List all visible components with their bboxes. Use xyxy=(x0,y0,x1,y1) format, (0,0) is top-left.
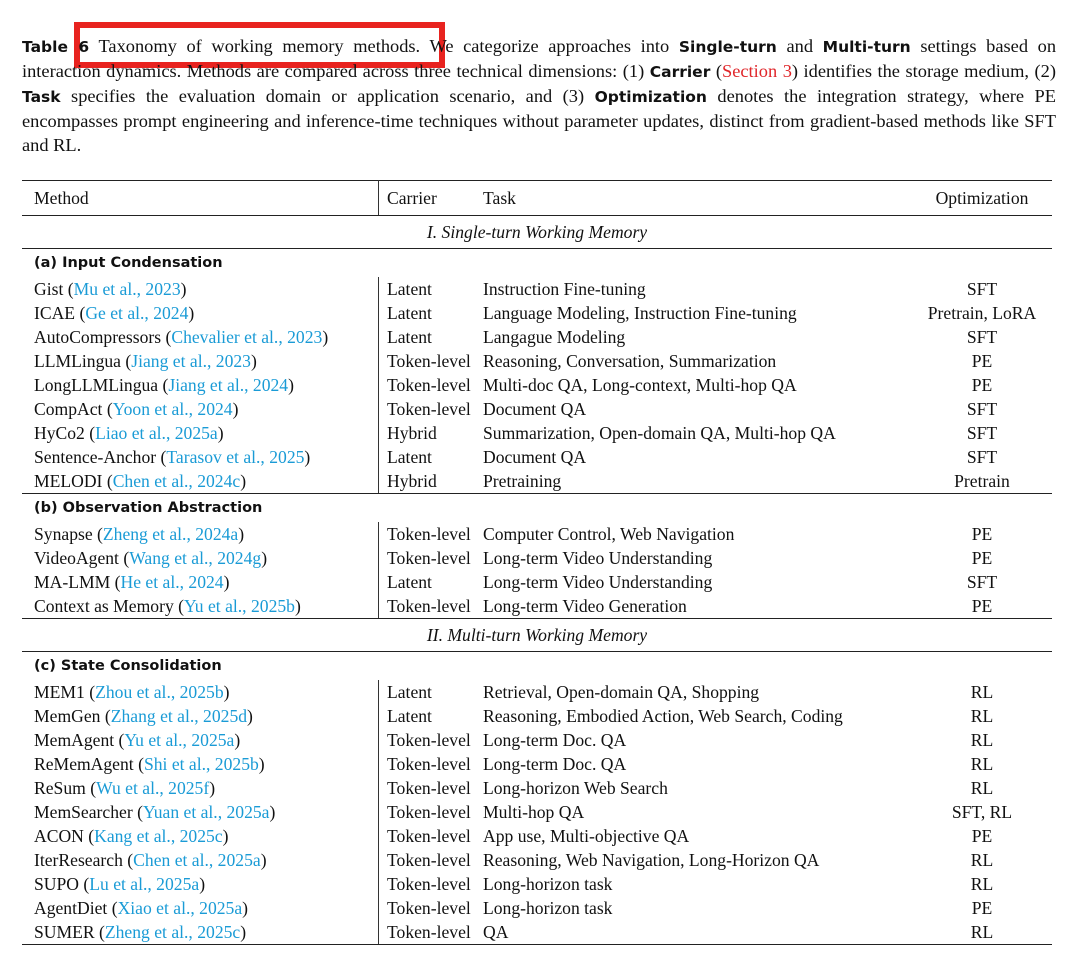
optimization-cell: Pretrain xyxy=(912,469,1052,494)
caption-task: Task xyxy=(22,88,61,106)
caption-carrier: Carrier xyxy=(649,63,711,81)
paren-open: ( xyxy=(110,572,121,592)
method-cell xyxy=(22,704,379,728)
method-cell xyxy=(22,896,379,920)
caption-text: ) identifies the storage medium, (2) xyxy=(791,61,1056,81)
task-cell: Reasoning, Embodied Action, Web Search, Coding xyxy=(483,706,843,726)
citation-link[interactable]: Wu et al., 2025f xyxy=(96,778,210,798)
paren-open: ( xyxy=(75,303,86,323)
carrier-cell: Token-level xyxy=(387,754,471,774)
task-cell: Long-term Video Understanding xyxy=(483,572,713,592)
table-row xyxy=(22,872,1052,896)
optimization-cell: RL xyxy=(970,778,994,798)
method-name: HyCo2 xyxy=(34,423,85,443)
optimization-cell: RL xyxy=(970,706,994,726)
table-row xyxy=(22,800,1052,824)
task-cell: Long-term Doc. QA xyxy=(483,730,627,750)
carrier-cell: Latent xyxy=(387,447,432,467)
citation-link[interactable]: Zhang et al., 2025d xyxy=(110,706,248,726)
method-name: ReMemAgent xyxy=(34,754,134,774)
taxonomy-table xyxy=(22,180,1052,945)
citation-link[interactable]: Zheng et al., 2024a xyxy=(102,524,239,544)
task-cell: Document QA xyxy=(483,399,587,419)
caption-text: settings based on interaction dynamics. Methods are compared across three technical dimensions: (1) xyxy=(22,36,1057,81)
table-caption xyxy=(22,34,1056,157)
table-row xyxy=(22,373,1052,397)
method-cell xyxy=(22,277,379,301)
carrier-cell: Token-level xyxy=(387,399,471,419)
header-carrier: Carrier xyxy=(379,181,484,216)
caption-optimization: Optimization xyxy=(594,88,707,106)
section-title: II. Multi-turn Working Memory xyxy=(22,619,1052,652)
table-row xyxy=(22,570,1052,594)
method-cell xyxy=(22,373,379,397)
optimization-cell: RL xyxy=(970,730,994,750)
table-row xyxy=(22,445,1052,469)
section-title: I. Single-turn Working Memory xyxy=(22,216,1052,249)
optimization-cell: RL xyxy=(912,920,1052,945)
section-header-row xyxy=(22,619,1052,652)
citation-link[interactable]: Tarasov et al., 2025 xyxy=(166,447,305,467)
table-header-row xyxy=(22,181,1052,216)
table-row xyxy=(22,594,1052,619)
caption-text: We categorize approaches into xyxy=(420,36,679,56)
citation-link[interactable]: Lu et al., 2025a xyxy=(89,874,200,894)
table-row xyxy=(22,469,1052,494)
optimization-cell: RL xyxy=(970,850,994,870)
carrier-cell: Token-level xyxy=(387,826,471,846)
carrier-cell: Latent xyxy=(387,279,432,299)
optimization-cell: PE xyxy=(971,524,993,544)
citation-link[interactable]: Zhou et al., 2025b xyxy=(95,682,224,702)
method-name: MELODI xyxy=(34,471,103,491)
method-cell xyxy=(22,301,379,325)
carrier-cell: Latent xyxy=(387,682,432,702)
optimization-cell: RL xyxy=(970,754,994,774)
optimization-cell: SFT xyxy=(966,447,998,467)
paren-close: ) xyxy=(232,399,239,419)
table-row xyxy=(22,301,1052,325)
optimization-cell: PE xyxy=(971,375,993,395)
citation-link[interactable]: Chen et al., 2024c xyxy=(112,471,241,491)
method-name: LLMLingua xyxy=(34,351,121,371)
paren-close: ) xyxy=(261,548,268,568)
paren-close: ) xyxy=(217,423,224,443)
table-row xyxy=(22,896,1052,920)
paren-open: ( xyxy=(107,898,118,918)
carrier-cell: Latent xyxy=(387,572,432,592)
task-cell: App use, Multi-objective QA xyxy=(483,826,690,846)
optimization-cell: SFT xyxy=(966,399,998,419)
table-row xyxy=(22,920,1052,945)
method-cell xyxy=(22,848,379,872)
task-cell: Long-term Video Generation xyxy=(483,594,912,619)
method-cell xyxy=(22,776,379,800)
caption-text: and xyxy=(776,36,823,56)
citation-link[interactable]: Kang et al., 2025c xyxy=(94,826,223,846)
method-name: MemSearcher xyxy=(34,802,133,822)
task-cell: Long-horizon Web Search xyxy=(483,778,668,798)
carrier-cell: Token-level xyxy=(379,920,484,945)
table-row xyxy=(22,349,1052,373)
method-cell xyxy=(22,920,379,945)
paren-close: ) xyxy=(199,874,206,894)
carrier-cell: Token-level xyxy=(387,524,471,544)
paren-open: ( xyxy=(161,327,172,347)
paren-open: ( xyxy=(173,596,185,616)
optimization-cell: Pretrain, LoRA xyxy=(927,303,1037,323)
paren-open: ( xyxy=(156,447,167,467)
method-name: IterResearch xyxy=(34,850,123,870)
paren-close: ) xyxy=(180,279,187,299)
header-task: Task xyxy=(483,181,912,216)
citation-link[interactable]: Yuan et al., 2025a xyxy=(142,802,270,822)
method-cell xyxy=(22,570,379,594)
method-name: AutoCompressors xyxy=(34,327,162,347)
header-optimization: Optimization xyxy=(912,181,1052,216)
citation-link[interactable]: Yu et al., 2025a xyxy=(124,730,235,750)
method-cell xyxy=(22,469,379,494)
paren-close: ) xyxy=(258,754,265,774)
method-cell xyxy=(22,397,379,421)
table-row xyxy=(22,776,1052,800)
table-row xyxy=(22,728,1052,752)
method-name: ACON xyxy=(34,826,84,846)
citation-link[interactable]: Chen et al., 2025a xyxy=(133,850,261,870)
citation-link[interactable]: Mu et al., 2023 xyxy=(73,279,181,299)
paren-open: ( xyxy=(120,351,132,371)
paren-open: ( xyxy=(122,850,134,870)
method-name: SUMER xyxy=(34,922,95,942)
method-cell xyxy=(22,421,379,445)
paren-close: ) xyxy=(269,802,276,822)
optimization-cell: PE xyxy=(971,826,993,846)
paren-open: ( xyxy=(158,375,169,395)
paren-close: ) xyxy=(260,850,267,870)
paren-close: ) xyxy=(240,922,247,942)
carrier-cell: Token-level xyxy=(387,778,471,798)
paren-close: ) xyxy=(238,524,245,544)
table-row xyxy=(22,277,1052,301)
caption-multi-turn: Multi-turn xyxy=(822,38,911,56)
carrier-cell: Token-level xyxy=(387,351,471,371)
task-cell: Retrieval, Open-domain QA, Shopping xyxy=(483,682,760,702)
header-method: Method xyxy=(22,181,379,216)
citation-link[interactable]: Yu et al., 2025b xyxy=(184,596,295,616)
paren-close: ) xyxy=(223,572,230,592)
carrier-cell: Latent xyxy=(387,706,432,726)
carrier-cell: Token-level xyxy=(387,730,471,750)
method-name: SUPO xyxy=(34,874,79,894)
carrier-cell: Latent xyxy=(387,327,432,347)
citation-link[interactable]: Liao et al., 2025a xyxy=(95,423,218,443)
paren-close: ) xyxy=(240,471,247,491)
method-cell xyxy=(22,872,379,896)
method-cell xyxy=(22,680,379,704)
caption-text: ( xyxy=(710,61,722,81)
citation-link[interactable]: Shi et al., 2025b xyxy=(143,754,259,774)
paren-close: ) xyxy=(294,596,301,616)
optimization-cell: SFT xyxy=(966,423,998,443)
carrier-cell: Token-level xyxy=(387,802,471,822)
carrier-cell: Token-level xyxy=(379,594,484,619)
method-cell xyxy=(22,325,379,349)
citation-link[interactable]: Ge et al., 2024 xyxy=(85,303,189,323)
task-cell: Long-term Doc. QA xyxy=(483,754,627,774)
table-row xyxy=(22,824,1052,848)
task-cell: QA xyxy=(483,920,912,945)
method-name: Gist xyxy=(34,279,64,299)
paren-open: ( xyxy=(92,524,103,544)
paren-close: ) xyxy=(223,682,230,702)
paren-open: ( xyxy=(100,706,111,726)
method-cell xyxy=(22,546,379,570)
optimization-cell: PE xyxy=(971,898,993,918)
caption-label: Table 6 xyxy=(22,38,90,56)
task-cell: Computer Control, Web Navigation xyxy=(483,524,735,544)
table-row xyxy=(22,325,1052,349)
method-cell xyxy=(22,349,379,373)
group-title: (c) State Consolidation xyxy=(34,658,222,674)
paren-open: ( xyxy=(133,754,144,774)
method-name: MemAgent xyxy=(34,730,115,750)
optimization-cell: RL xyxy=(970,874,994,894)
optimization-cell: SFT, RL xyxy=(951,802,1013,822)
table-row xyxy=(22,421,1052,445)
method-cell xyxy=(22,800,379,824)
paren-open: ( xyxy=(114,730,125,750)
paren-open: ( xyxy=(83,826,95,846)
method-name: AgentDiet xyxy=(34,898,108,918)
method-cell xyxy=(22,824,379,848)
method-name: CompAct xyxy=(34,399,103,419)
method-cell xyxy=(22,752,379,776)
group-header-row xyxy=(22,652,1052,681)
paren-open: ( xyxy=(63,279,74,299)
citation-link[interactable]: Yoon et al., 2024 xyxy=(112,399,233,419)
optimization-cell: SFT xyxy=(966,327,998,347)
task-cell: Summarization, Open-domain QA, Multi-hop QA xyxy=(483,423,836,443)
table-row xyxy=(22,522,1052,546)
method-name: ReSum xyxy=(34,778,86,798)
paren-close: ) xyxy=(209,778,216,798)
carrier-cell: Token-level xyxy=(387,375,471,395)
task-cell: Instruction Fine-tuning xyxy=(483,279,646,299)
table-row xyxy=(22,680,1052,704)
optimization-cell: PE xyxy=(971,351,993,371)
paren-close: ) xyxy=(288,375,294,395)
task-cell: Document QA xyxy=(483,447,587,467)
table-row xyxy=(22,848,1052,872)
optimization-cell: RL xyxy=(970,682,994,702)
paren-close: ) xyxy=(250,351,257,371)
method-name: Context as Memory xyxy=(34,596,174,616)
carrier-cell: Hybrid xyxy=(387,423,437,443)
carrier-cell: Token-level xyxy=(387,850,471,870)
caption-text: denotes the integration strategy, where PE encompasses prompt engineering and inference-time techniques without parameter updates, distinct from gradient-based methods like SFT and RL. xyxy=(22,86,1056,155)
paren-open: ( xyxy=(84,423,96,443)
method-name: Synapse xyxy=(34,524,93,544)
carrier-cell: Token-level xyxy=(387,874,471,894)
table-row xyxy=(22,752,1052,776)
method-name: MEM1 xyxy=(34,682,85,702)
citation-link[interactable]: Jiang et al., 2024 xyxy=(168,375,289,395)
method-cell xyxy=(22,594,379,619)
paren-open: ( xyxy=(102,471,113,491)
method-name: VideoAgent xyxy=(34,548,119,568)
task-cell: Language Modeling, Instruction Fine-tuning xyxy=(483,303,797,323)
table-row xyxy=(22,397,1052,421)
paren-close: ) xyxy=(322,327,329,347)
task-cell: Reasoning, Web Navigation, Long-Horizon QA xyxy=(483,850,820,870)
carrier-cell: Hybrid xyxy=(379,469,484,494)
group-header-row xyxy=(22,249,1052,278)
caption-text: specifies the evaluation domain or application scenario, and (3) xyxy=(60,86,595,106)
optimization-cell: SFT xyxy=(966,572,998,592)
optimization-cell: SFT xyxy=(966,279,998,299)
table-row xyxy=(22,704,1052,728)
caption-single-turn: Single-turn xyxy=(678,38,777,56)
citation-link[interactable]: Jiang et al., 2023 xyxy=(131,351,251,371)
method-name: MemGen xyxy=(34,706,101,726)
caption-title: Taxonomy of working memory methods. xyxy=(98,36,421,56)
paren-open: ( xyxy=(78,874,90,894)
paren-open: ( xyxy=(85,778,97,798)
paren-close: ) xyxy=(234,730,241,750)
method-cell xyxy=(22,728,379,752)
method-name: LongLLMLingua xyxy=(34,375,159,395)
task-cell: Multi-hop QA xyxy=(483,802,585,822)
paren-open: ( xyxy=(118,548,130,568)
task-cell: Reasoning, Conversation, Summarization xyxy=(483,351,777,371)
citation-link[interactable]: Wang et al., 2024g xyxy=(129,548,262,568)
paren-close: ) xyxy=(304,447,311,467)
paren-open: ( xyxy=(132,802,143,822)
citation-link[interactable]: Chevalier et al., 2023 xyxy=(171,327,323,347)
paren-close: ) xyxy=(247,706,253,726)
task-cell: Long-horizon task xyxy=(483,898,613,918)
optimization-cell: PE xyxy=(971,548,993,568)
method-cell xyxy=(22,445,379,469)
paren-close: ) xyxy=(242,898,249,918)
paren-close: ) xyxy=(188,303,195,323)
task-cell: Langague Modeling xyxy=(483,327,626,347)
task-cell: Multi-doc QA, Long-context, Multi-hop QA xyxy=(483,375,797,395)
group-title: (b) Observation Abstraction xyxy=(34,500,263,516)
paren-open: ( xyxy=(94,922,105,942)
task-cell: Pretraining xyxy=(483,469,912,494)
section-link[interactable]: Section 3 xyxy=(722,61,792,81)
paren-close: ) xyxy=(222,826,229,846)
method-cell xyxy=(22,522,379,546)
task-cell: Long-horizon task xyxy=(483,874,613,894)
method-name: MA-LMM xyxy=(34,572,111,592)
method-name: ICAE xyxy=(34,303,76,323)
method-name: Sentence-Anchor xyxy=(34,447,157,467)
carrier-cell: Token-level xyxy=(387,548,471,568)
carrier-cell: Latent xyxy=(387,303,432,323)
citation-link[interactable]: Xiao et al., 2025a xyxy=(117,898,243,918)
section-header-row xyxy=(22,216,1052,249)
carrier-cell: Token-level xyxy=(387,898,471,918)
group-title: (a) Input Condensation xyxy=(34,255,223,271)
citation-link[interactable]: He et al., 2024 xyxy=(120,572,224,592)
group-header-row xyxy=(22,494,1052,523)
table-row xyxy=(22,546,1052,570)
optimization-cell: PE xyxy=(912,594,1052,619)
citation-link[interactable]: Zheng et al., 2025c xyxy=(104,922,241,942)
task-cell: Long-term Video Understanding xyxy=(483,548,713,568)
paren-open: ( xyxy=(84,682,96,702)
paren-open: ( xyxy=(102,399,113,419)
